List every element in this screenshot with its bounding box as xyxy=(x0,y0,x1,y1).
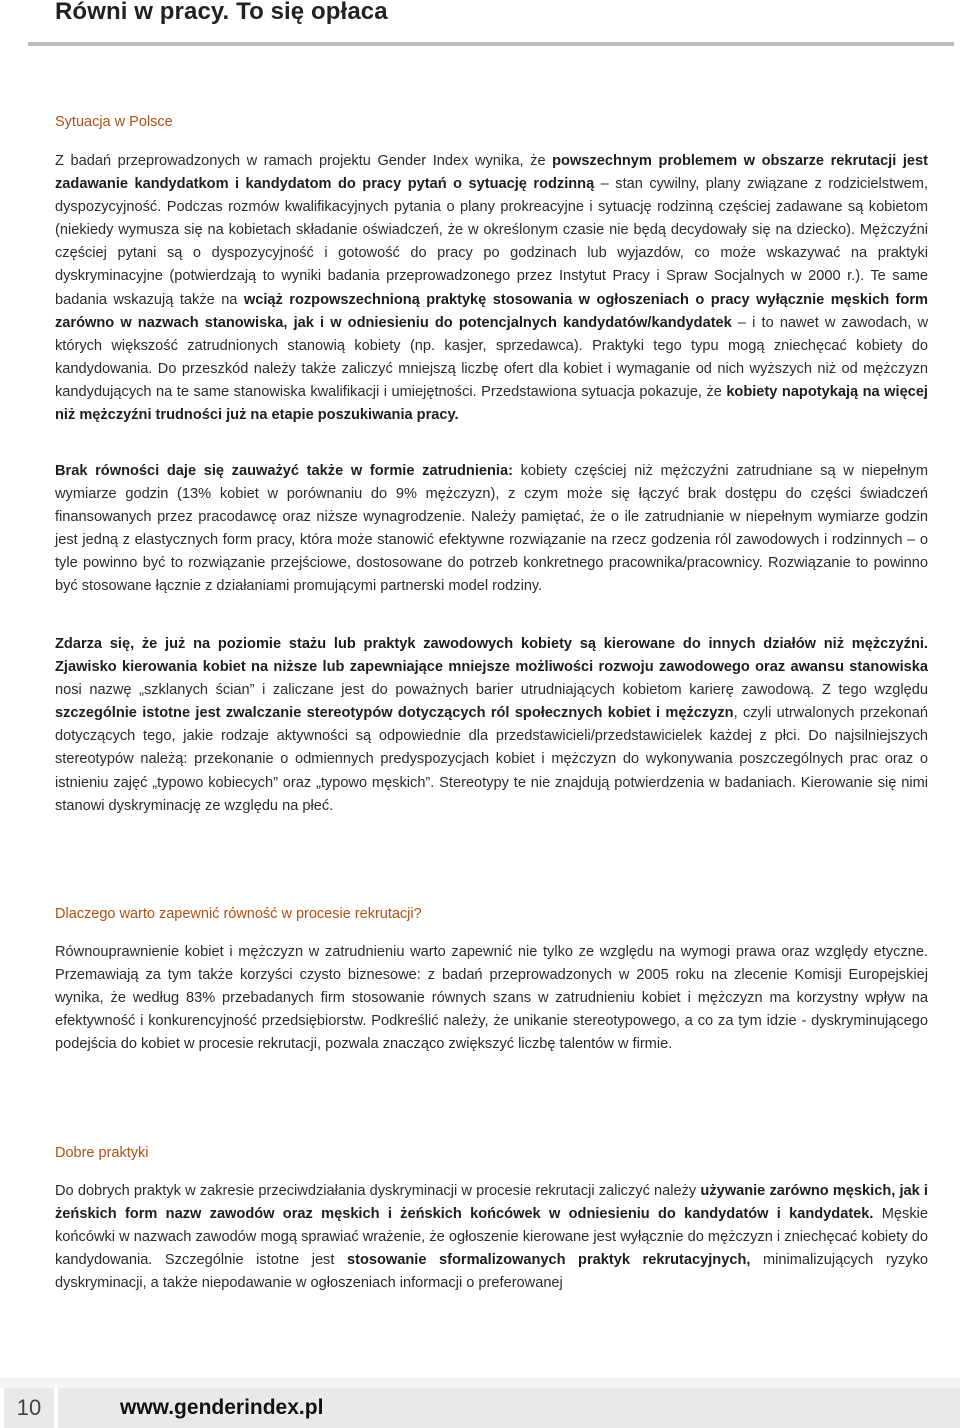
footer-divider xyxy=(0,1378,960,1388)
footer-url-box xyxy=(55,1388,960,1428)
paragraph-good-practices-1 xyxy=(55,1180,928,1295)
body-text: minimalizujących ryzyko dyskryminacji, a także niepodawanie w ogłoszeniach informacji o preferowanej xyxy=(55,1252,928,1292)
paragraph-situation-1 xyxy=(55,150,928,427)
paragraph-situation-3 xyxy=(55,633,928,818)
emphasized-text: szczególnie istotne jest zwalczanie stereotypów dotyczących ról społecznych kobiet i mężczyzn xyxy=(55,705,734,722)
section-heading-good-practices: Dobre praktyki xyxy=(55,1145,149,1161)
paragraph-situation-2 xyxy=(55,460,928,599)
body-text: Do dobrych praktyk w zakresie przeciwdziałania dyskryminacji w procesie rekrutacji zaliczyć należy xyxy=(55,1183,701,1199)
header-divider xyxy=(28,42,954,46)
page-number: 10 xyxy=(16,1395,42,1420)
body-text: – stan cywilny, plany związane z rodzicielstwem, dyspozycyjność. Podczas rozmów kwalifikacyjnych pytania o plany prokreacyjne i sytuację rodzinną częściej zadawane są kobietom (niekiedy wymusza się na kobietach składanie oświadczeń, że w określonym czasie nie będą decydowały się na dziecko). Mężczyźni częściej pytani są o dyspozycyjność i gotowość do pracy po godzinach lub wyjazdów, co może wskazywać na praktyki dyskryminacyjne (potwierdzają to wyniki badania przeprowadzonego przez Instytut Pracy i Spraw Socjalnych w 2000 r.). Te same badania wskazują także na xyxy=(55,176,929,308)
section-heading-situation: Sytuacja w Polsce xyxy=(55,114,173,130)
emphasized-text: wciąż rozpowszechnioną praktykę stosowania w ogłoszeniach o pracy wyłącznie męskich form zarówno w nazwach stanowiska, jak i w odniesieniu do potencjalnych kandydatów/kandydatek xyxy=(55,291,928,331)
body-text: Męskie końcówki w nazwach zawodów mogą sprawiać wrażenie, że ogłoszenie kierowane jest wyłącznie do mężczyzn i zniechęcać kobiety do kandydowania. Szczególnie istotne jest xyxy=(55,1206,928,1269)
body-text: , czyli utrwalonych przekonań dotyczących tego, jakie rodzaje aktywności są odpowiednie dla przedstawicieli/przedstawicielek każdej z płci. Do najsilniejszych stereotypów należą: przekonanie o odmiennych predyspozycjach kobiet i mężczyzn do wykonywania poszczególnych prac oraz o istnieniu zajęć „typowo kobiecych” oraz „typowo męskich”. Stereotypy te nie znajdują potwierdzenia w badaniach. Kierowanie się nimi stanowi dyskryminację ze względu na płeć. xyxy=(55,705,928,814)
emphasized-text: powszechnym problemem w obszarze rekrutacji jest zadawanie kandydatkom i kandydatom do pracy pytań o sytuację rodzinną xyxy=(55,153,928,193)
body-text: nosi nazwę „szklanych ścian” i zaliczane jest do poważnych barier utrudniających kobietom karierę zawodową. Z tego względu xyxy=(55,682,928,699)
body-text: Z badań przeprowadzonych w ramach projektu Gender Index wynika, że xyxy=(55,153,553,169)
section-heading-why: Dlaczego warto zapewnić równość w procesie rekrutacji? xyxy=(55,906,422,922)
website-link[interactable]: www.genderindex.pl xyxy=(120,1396,324,1419)
emphasized-text: używanie zarówno męskich, jak i żeńskich form nazw zawodów oraz męskich i żeńskich końcówek w odniesieniu do kandydatów i kandydatek. xyxy=(55,1183,928,1223)
emphasized-text: Brak równości daje się zauważyć także w formie zatrudnienia: xyxy=(55,463,513,479)
emphasized-text: stosowanie sformalizowanych praktyk rekrutacyjnych, xyxy=(346,1252,751,1269)
body-text: – i to nawet w zawodach, w których większość zatrudnionych stanowią kobiety (np. kasjer, sprzedawca). Praktyki tego typu mogą zniechęcać kobiety do kandydowania. Do przeszkód należy także zaliczyć mniejszą liczbę ofert dla kobiet i wymaganie od nich wyższych niż od mężczyzn kandydujących na te same stanowiska kwalifikacji i umiejętności. Przedstawiona sytuacja pokazuje, że xyxy=(55,314,928,400)
page-number-box xyxy=(4,1388,54,1428)
body-text: kobiety częściej niż mężczyźni zatrudniane są w niepełnym wymiarze godzin (13% kobiet w porównaniu do 9% mężczyzn), z czym może się łączyć brak dostępu do części świadczeń finansowanych przez pracodawcę oraz niższe wynagrodzenie. Należy pamiętać, że o ile zatrudnianie w niepełnym wymiarze godzin jest jedną z elastycznych form pracy, która może stanowić efektywne rozwiązanie na rzecz godzenia ról zawodowych i rodzinnych – o tyle powinno być to rozwiązanie przejściowe, dostosowane do potrzeb konkretnego pracownika/pracownicy. Rozwiązanie to powinno być stosowane łącznie z działaniami promującymi partnerski model rodziny. xyxy=(55,463,928,595)
page-title: Równi w pracy. To się opłaca xyxy=(55,0,388,25)
paragraph-why-1 xyxy=(55,941,928,1056)
body-text: Równouprawnienie kobiet i mężczyzn w zatrudnieniu warto zapewnić nie tylko ze względu na wymogi prawa oraz względy etyczne. Przemawiają za tym także korzyści czysto biznesowe: z badań przeprowadzonych w 2005 roku na zlecenie Komisji Europejskiej wynika, że według 83% przebadanych firm stosowanie równych szans w zatrudnieniu kobiet i mężczyzn ma korzystny wpływ na efektywność i konkurencyjność przedsiębiorstw. Podkreślić należy, że unikanie stereotypowego, a co za tym idzie - dyskryminującego podejścia do kobiet w procesie rekrutacji, pozwala znacząco zwiększyć liczbę talentów w firmie. xyxy=(55,944,928,1053)
emphasized-text: Zdarza się, że już na poziomie stażu lub praktyk zawodowych kobiety są kierowane do innych działów niż mężczyźni. Zjawisko kierowania kobiet na niższe lub zapewniające mniejsze możliwości rozwoju zawodowego oraz awansu stanowiska xyxy=(55,636,928,676)
emphasized-text: kobiety napotykają na więcej niż mężczyźni trudności już na etapie poszukiwania pracy. xyxy=(55,383,928,424)
